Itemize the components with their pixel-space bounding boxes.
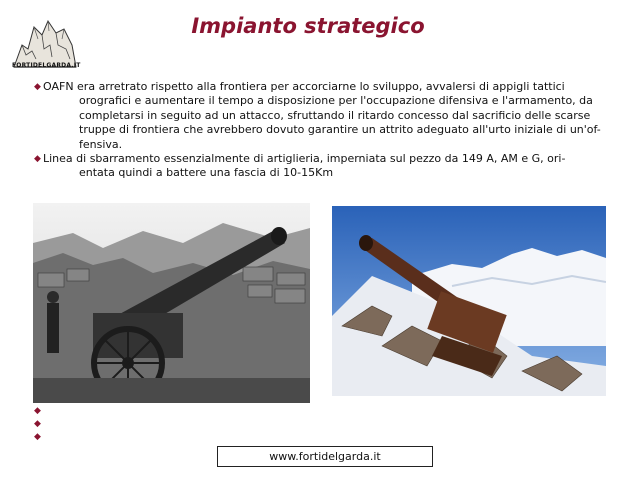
empty-bullet-icon: ◆: [34, 406, 41, 416]
bullet-item: [34, 80, 614, 152]
diamond-bullet-icon: ◆: [34, 82, 41, 92]
cannon-photo-color: [332, 206, 606, 396]
website-url[interactable]: www.fortidelgarda.it: [217, 446, 433, 467]
slide-title: Impianto strategico: [191, 14, 425, 38]
bullet-first-line: OAFN era arretrato rispetto alla frontiera per accorciarne lo sviluppo, avvalersi di appigli tattici: [43, 80, 565, 93]
bullet-list: [34, 80, 614, 181]
cannon-photo-bw: [33, 203, 310, 403]
empty-bullet-icon: ◆: [34, 432, 41, 442]
bullet-continuation: entata quindi a battere una fascia di 10-15Km: [79, 166, 334, 180]
bullet-item: [34, 152, 614, 181]
logo-caption: FORTIDELGARDA.IT: [12, 62, 81, 69]
bullet-continuation: orografici e aumentare il tempo a disposizione per l'occupazione difensiva e l'armamento, da completarsi in seguito ad un attacco, sfruttando il ritardo concesso dal sacrificio delle scarse truppe di frontiera che avrebbero dovuto garantire un attrito adeguato all'urto iniziale di un'of-fensiva.: [79, 94, 601, 151]
bullet-first-line: Linea di sbarramento essenzialmente di artiglieria, imperniata sul pezzo da 149 A, AM e G, ori-: [43, 152, 566, 166]
diamond-bullet-icon: ◆: [34, 154, 41, 165]
empty-bullet-icon: ◆: [34, 419, 41, 429]
